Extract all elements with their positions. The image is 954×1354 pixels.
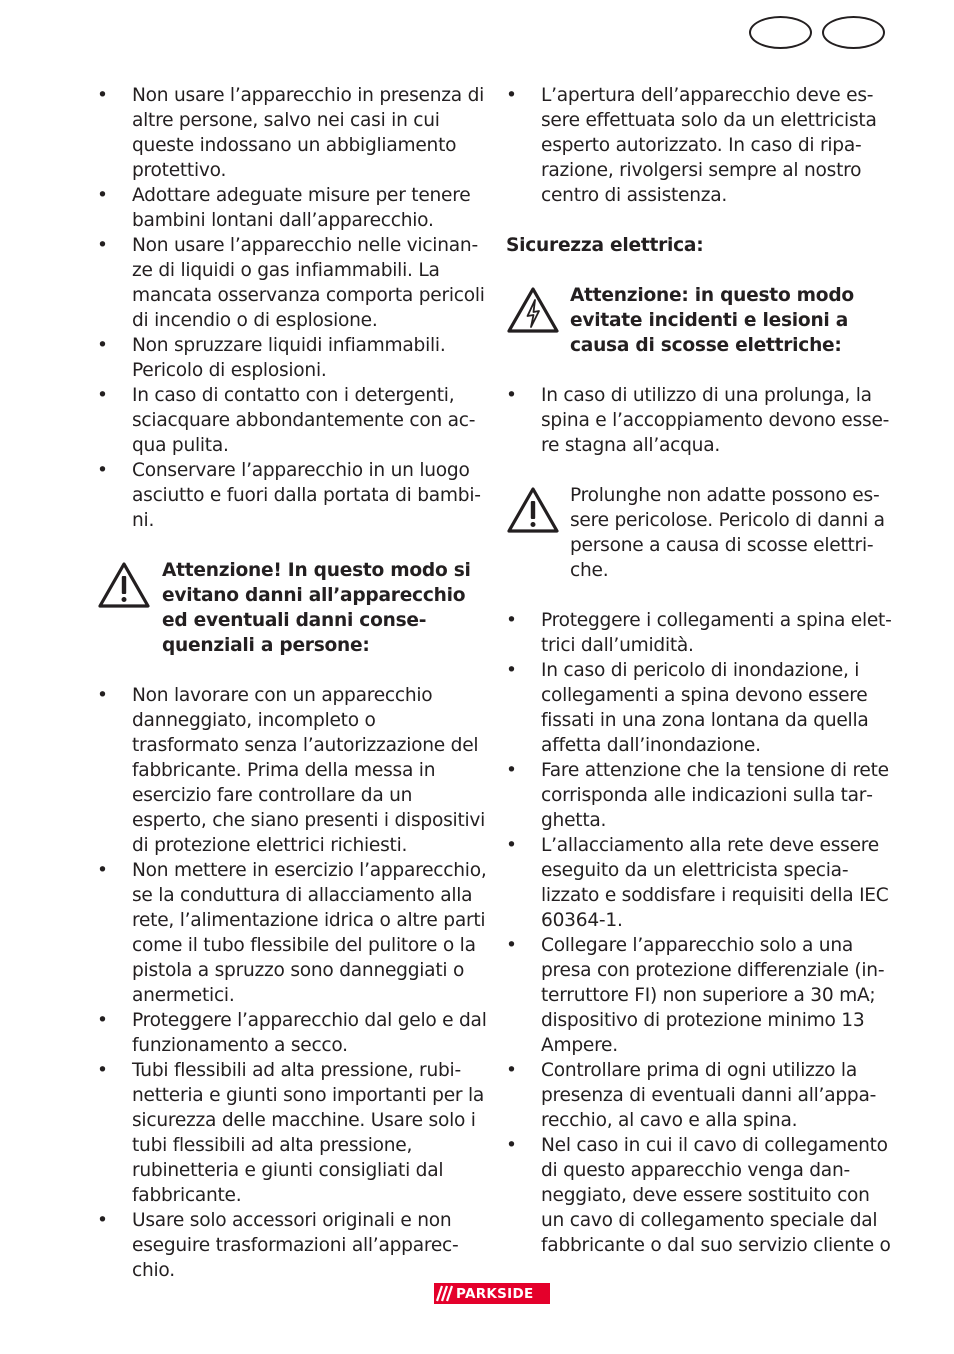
- warning-triangle-icon: [97, 560, 151, 610]
- bullet-list: [506, 608, 896, 1258]
- list-item: • L’apertura dell’apparecchio deve essere effettuata solo da un elettricista esperto autorizzato. In caso di riparazione, rivolgersi sempre al nostro centro di assistenza.: [506, 83, 896, 208]
- bullet-list: [506, 83, 896, 208]
- list-item: • Usare solo accessori originali e non eseguire trasformazioni all’apparecchio.: [97, 1208, 487, 1283]
- electric-hazard-icon: [506, 285, 560, 335]
- list-item: • Non spruzzare liquidi infiammabili. Pericolo di esplosioni.: [97, 333, 487, 383]
- brand-name: PARKSIDE: [456, 1285, 534, 1302]
- list-item: • In caso di pericolo di inondazione, i collegamenti a spina devono essere fissati in una zona lontana da quella affetta dall’inondazione.: [506, 658, 896, 758]
- warning-text: Attenzione! In questo modo si evitano danni all’apparecchio ed eventuali danni consequenziali a persone:: [162, 560, 471, 656]
- logo-stripes-icon: [434, 1283, 454, 1304]
- list-item: • Non mettere in esercizio l’apparecchio, se la conduttura di allacciamento alla rete, l’alimentazione idrica o altre parti come il tubo flessibile del pulitore o la pistola a spruzzo sono danneggiati o anermetici.: [97, 858, 487, 1008]
- list-item: • In caso di utilizzo di una prolunga, la spina e l’accoppiamento devono essere stagna all’acqua.: [506, 383, 896, 458]
- language-oval-2: [822, 16, 885, 49]
- electric-warning-block: [506, 283, 896, 358]
- right-column: [506, 83, 896, 1258]
- warning-triangle-icon: [506, 485, 560, 535]
- list-item: • Proteggere i collegamenti a spina elettrici dall’umidità.: [506, 608, 896, 658]
- list-item: • Controllare prima di ogni utilizzo la presenza di eventuali danni all’apparecchio, al cavo e alla spina.: [506, 1058, 896, 1133]
- bullet-list: [506, 383, 896, 458]
- left-column: [97, 83, 487, 1283]
- list-item: • Non usare l’apparecchio in presenza di altre persone, salvo nei casi in cui queste indossano un abbigliamento protettivo.: [97, 83, 487, 183]
- list-item: • Proteggere l’apparecchio dal gelo e dal funzionamento a secco.: [97, 1008, 487, 1058]
- list-item: • L’allacciamento alla rete deve essere eseguito da un elettricista specializzato e soddisfare i requisiti della IEC 60364-1.: [506, 833, 896, 933]
- list-item: • Conservare l’apparecchio in un luogo asciutto e fuori dalla portata di bambini.: [97, 458, 487, 533]
- list-item: • Fare attenzione che la tensione di rete corrisponda alle indicazioni sulla targhetta.: [506, 758, 896, 833]
- list-item: • In caso di contatto con i detergenti, sciacquare abbondantemente con acqua pulita.: [97, 383, 487, 458]
- list-item: • Non lavorare con un apparecchio danneggiato, incompleto o trasformato senza l’autorizzazione del fabbricante. Prima della messa in esercizio fare controllare da un esperto, che siano presenti i dispositivi di protezione elettrici richiesti.: [97, 683, 487, 858]
- warning-text: Attenzione: in questo modo evitate incidenti e lesioni a causa di scosse elettriche:: [570, 285, 854, 356]
- language-indicator: [749, 16, 885, 49]
- bullet-list: [97, 683, 487, 1283]
- language-oval-1: [749, 16, 812, 49]
- list-item: • Tubi flessibili ad alta pressione, rubinetteria e giunti sono importanti per la sicurezza delle macchine. Usare solo i tubi flessibili ad alta pressione, rubinetteria e giunti consigliati dal fabbricante.: [97, 1058, 487, 1208]
- section-heading: Sicurezza elettrica:: [506, 235, 704, 256]
- parkside-logo: [434, 1283, 550, 1304]
- list-item: • Adottare adeguate misure per tenere bambini lontani dall’apparecchio.: [97, 183, 487, 233]
- warning-text: Prolunghe non adatte possono essere pericolose. Pericolo di danni a persone a causa di scosse elettriche.: [570, 485, 885, 581]
- list-item: • Nel caso in cui il cavo di collegamento di questo apparecchio venga danneggiato, deve essere sostituito con un cavo di collegamento speciale dal fabbricante o dal suo servizio cliente o: [506, 1133, 896, 1258]
- warning-block: [97, 558, 487, 658]
- warning-block: [506, 483, 896, 583]
- bullet-list: [97, 83, 487, 533]
- list-item: • Collegare l’apparecchio solo a una presa con protezione differenziale (interruttore FI) non superiore a 30 mA; dispositivo di protezione minimo 13 Ampere.: [506, 933, 896, 1058]
- list-item: • Non usare l’apparecchio nelle vicinanze di liquidi o gas infiammabili. La mancata osservanza comporta pericoli di incendio o di esplosione.: [97, 233, 487, 333]
